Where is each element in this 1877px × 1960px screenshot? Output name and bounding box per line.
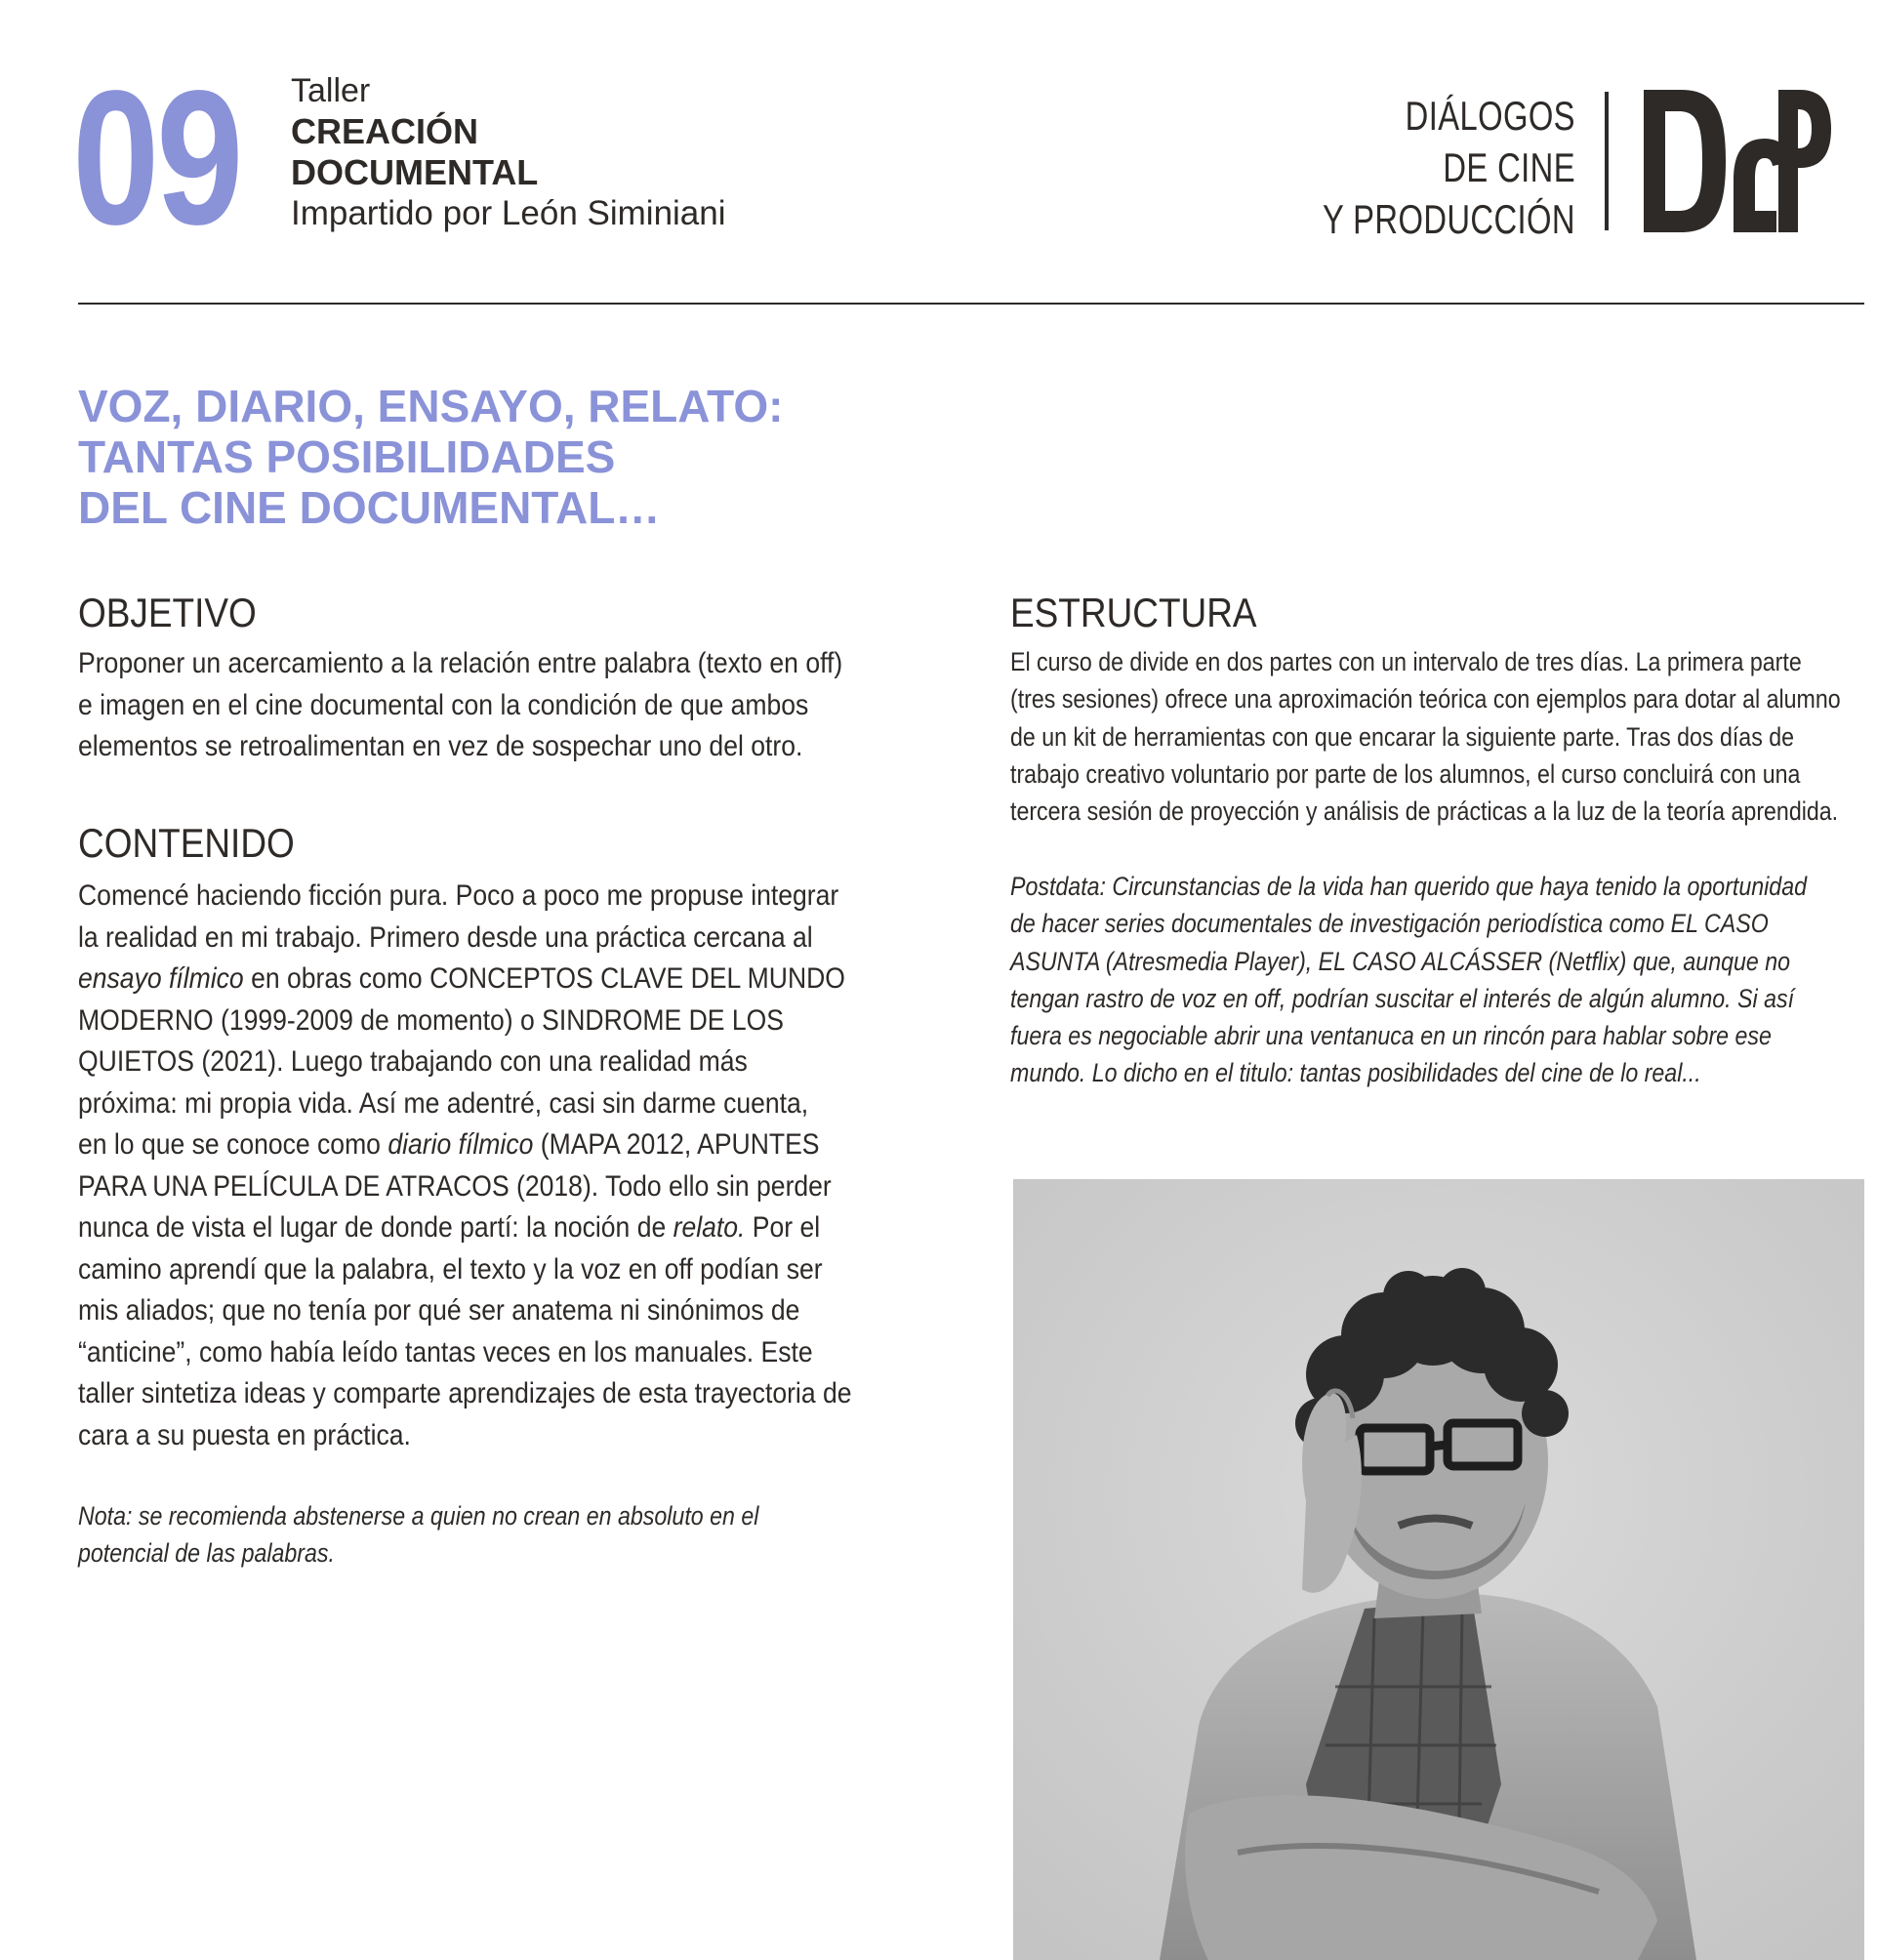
- contenido-span: en lo que se conoce como: [78, 1128, 388, 1161]
- instructor-line: Impartido por León Siminiani: [291, 194, 726, 232]
- contenido-span: en obras como CONCEPTOS CLAVE DEL MUNDO: [243, 962, 845, 995]
- estructura-title: ESTRUCTURA: [1010, 590, 1257, 635]
- nota-line: Nota: se recomienda abstenerse a quien no crean en absoluto en el: [78, 1501, 759, 1531]
- contenido-line: PARA UNA PELÍCULA DE ATRACOS (2018). Todo ello sin perder: [78, 1169, 832, 1203]
- contenido-line: camino aprendí que la palabra, el texto y la voz en off podían ser: [78, 1252, 823, 1286]
- contenido-line: mis aliados; que no tenía por qué ser anatema ni sinónimos de: [78, 1294, 800, 1327]
- postdata-line: Postdata: Circunstancias de la vida han querido que haya tenido la oportunidad: [1010, 872, 1807, 901]
- postdata-line: tengan rastro de voz en off, podrían suscitar el interés de algún alumno. Si así: [1010, 983, 1795, 1013]
- nota-text: [78, 1497, 847, 1572]
- contenido-line: taller sintetiza ideas y comparte aprendizajes de esta trayectoria de: [78, 1377, 852, 1409]
- estructura-text: [1010, 643, 1848, 830]
- contenido-line: QUIETOS (2021). Luego trabajando con una realidad más: [78, 1045, 748, 1078]
- objetivo-line: e imagen en el cine documental con la condición de que ambos: [78, 688, 809, 721]
- workshop-title-line1: CREACIÓN: [291, 111, 479, 151]
- workshop-title-line2: DOCUMENTAL: [291, 152, 539, 192]
- contenido-italic: relato.: [673, 1211, 746, 1244]
- contenido-title: CONTENIDO: [78, 820, 295, 866]
- objetivo-line: elementos se retroalimentan en vez de sospechar uno del otro.: [78, 730, 803, 762]
- headline-line3: DEL CINE DOCUMENTAL…: [78, 482, 661, 533]
- headline-line1: VOZ, DIARIO, ENSAYO, RELATO:: [78, 381, 784, 431]
- dcp-logo: [1644, 90, 1831, 232]
- estructura-line: (tres sesiones) ofrece una aproximación teórica con ejemplos para dotar al alumno: [1010, 684, 1841, 715]
- workshop-header: [291, 70, 726, 234]
- contenido-italic: diario fílmico: [388, 1128, 534, 1161]
- taller-label: Taller: [291, 72, 371, 109]
- contenido-line: próxima: mi propia vida. Así me adentré, casi sin darme cuenta,: [78, 1086, 809, 1120]
- estructura-line: trabajo creativo voluntario por parte de los alumnos, el curso concluirá con una: [1010, 758, 1801, 789]
- brand-line1: DIÁLOGOS: [1405, 93, 1575, 139]
- page-headline: [78, 381, 957, 533]
- estructura-line: El curso de divide en dos partes con un intervalo de tres días. La primera parte: [1010, 647, 1802, 676]
- postdata-line: ASUNTA (Atresmedia Player), EL CASO ALCÁSSER (Netflix) que, aunque no: [1010, 946, 1791, 976]
- contenido-span: (MAPA 2012, APUNTES: [533, 1128, 820, 1161]
- brand-line3: Y PRODUCCIÓN: [1323, 196, 1575, 242]
- contenido-line: [78, 959, 856, 1000]
- contenido-line: cara a su puesta en práctica.: [78, 1418, 411, 1451]
- objetivo-line: Proponer un acercamiento a la relación entre palabra (texto en off): [78, 647, 843, 679]
- contenido-text: [78, 876, 856, 1456]
- postdata-line: de hacer series documentales de investigación periodística como EL CASO: [1010, 909, 1769, 939]
- postdata-text: [1010, 868, 1848, 1092]
- contenido-line: la realidad en mi trabajo. Primero desde una práctica cercana al: [78, 920, 813, 954]
- brand-line2: DE CINE: [1443, 144, 1575, 190]
- contenido-line: Comencé haciendo ficción pura. Poco a poco me propuse integrar: [78, 879, 839, 912]
- contenido-span: Por el: [745, 1211, 821, 1244]
- headline-line2: TANTAS POSIBILIDADES: [78, 431, 616, 482]
- nota-line: potencial de las palabras.: [78, 1538, 335, 1569]
- contenido-italic: ensayo fílmico: [78, 962, 244, 995]
- postdata-line: mundo. Lo dicho en el titulo: tantas posibilidades del cine de lo real...: [1010, 1058, 1701, 1088]
- contenido-line: “anticine”, como había leído tantas veces en los manuales. Este: [78, 1335, 813, 1368]
- instructor-photo: [1013, 1179, 1864, 1960]
- contenido-line: [78, 1124, 856, 1166]
- estructura-line: de un kit de herramientas con que encarar la siguiente parte. Tras dos días de: [1010, 721, 1795, 752]
- session-number: 09: [72, 51, 241, 265]
- contenido-line: MODERNO (1999-2009 de momento) o SINDROME DE LOS: [78, 1003, 785, 1037]
- objetivo-title: OBJETIVO: [78, 590, 257, 635]
- contenido-span: nunca de vista el lugar de donde partí: la noción de: [78, 1211, 673, 1244]
- estructura-line: tercera sesión de proyección y análisis de prácticas a la luz de la teoría aprendida.: [1010, 796, 1839, 827]
- postdata-line: fuera es negociable abrir una ventanuca en un rincón para hablar sobre ese: [1010, 1021, 1772, 1051]
- objetivo-text: [78, 643, 856, 768]
- contenido-line: [78, 1207, 856, 1249]
- brand-name: [1323, 90, 1575, 245]
- header-rule: [78, 303, 1864, 305]
- brand-divider: [1605, 92, 1609, 230]
